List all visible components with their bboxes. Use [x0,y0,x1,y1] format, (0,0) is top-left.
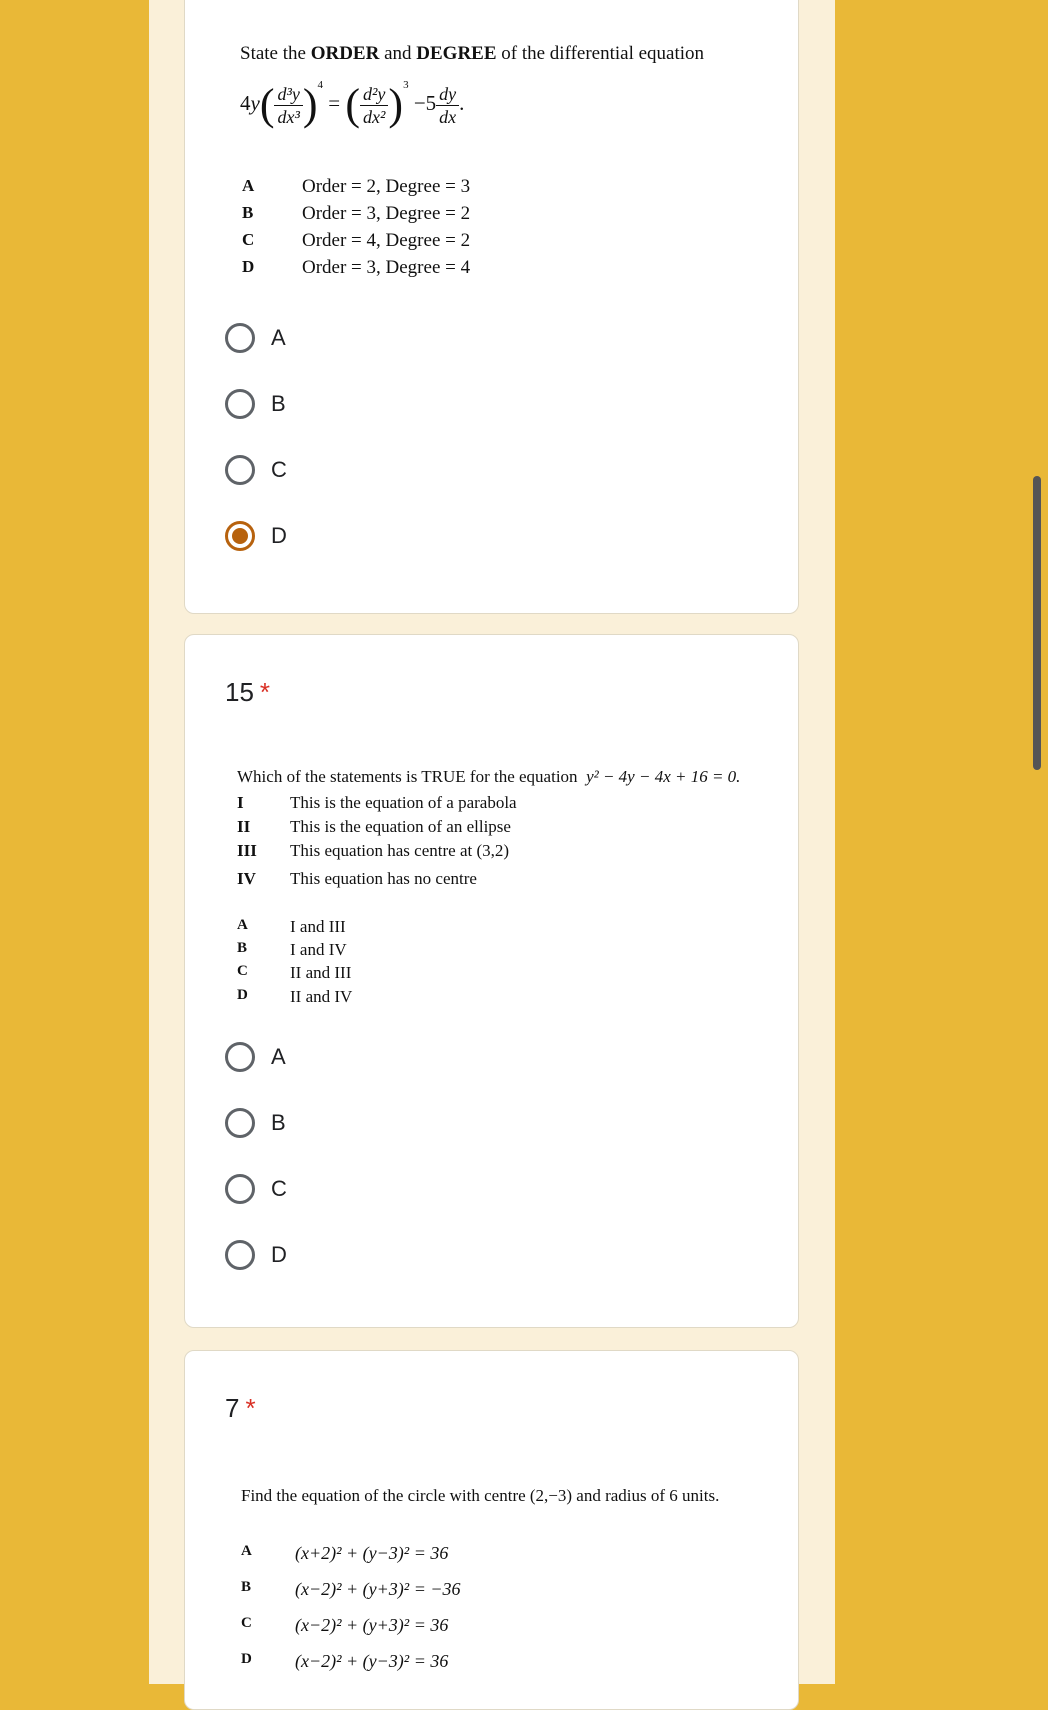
radio-choice-d[interactable] [225,1235,287,1275]
question-number: 15 * [225,677,271,707]
required-asterisk: * [259,677,271,707]
radio-button-selected[interactable] [225,521,255,551]
question-number: 7 * [225,1393,256,1423]
required-asterisk: * [245,1393,256,1423]
radio-choice-a[interactable] [225,1037,286,1077]
choice-label: D [271,523,287,548]
choice-label: C [271,457,287,482]
page-scrollbar[interactable] [1033,476,1041,770]
radio-choice-d[interactable] [225,516,287,556]
form-column [149,0,835,1684]
question-stem: Which of the statements is TRUE for the equation y² − 4y − 4x + 16 = 0. [237,767,741,786]
radio-button[interactable] [225,1042,255,1072]
choice-label: B [271,1110,286,1135]
question-card-15: 15 * Which of the statements is TRUE for the equation y² − 4y − 4x + 16 = 0. I This is the equation of a parabola II This is the equation of an ellipse III This equation has centre at (3,2) IV This equation has no centre A I and III B I and IV C II and III D II and IV A B C D [184,634,799,1328]
question-card-order-degree: State the ORDER and DEGREE of the differential equation 4y( $\frac{\text{d³y}}{\text{dx³}}$ )$^4$ = ( $\frac{\text{d²y}}{\text{dx²}}$ )$^3$ −5 $\frac{dy}{dx}$ . A Order = 2, Degree = 3 B Order = 3, Degree = 2 C Order = 4, Degree = 2 D Order = 3, Degree = 4 A B C D [184,0,799,614]
radio-choice-c[interactable] [225,450,287,490]
radio-button[interactable] [225,1108,255,1138]
choice-label: C [271,1176,287,1201]
radio-button[interactable] [225,1174,255,1204]
question-card-7: 7 * Find the equation of the circle with centre (2,−3) and radius of 6 units. A (x+2)² + (y−3)² = 36 B (x−2)² + (y+3)² = −36 C (x−2)² + (y+3)² = 36 D (x−2)² + (y−3)² = 36 [184,1350,799,1710]
radio-button[interactable] [225,1240,255,1270]
differential-equation: 4y( $\frac{\text{d³y}}{\text{dx³}}$ )$^4$ = ( $\frac{\text{d²y}}{\text{dx²}}$ )$^3$ −5 $\frac{dy}{dx}$ . [240,79,465,130]
choice-label: D [271,1242,287,1267]
radio-choice-a[interactable] [225,318,286,358]
radio-choice-b[interactable] [225,1103,286,1143]
choice-label: A [271,1044,286,1069]
question-stem: Find the equation of the circle with centre (2,−3) and radius of 6 units. [241,1486,720,1505]
radio-choice-b[interactable] [225,384,286,424]
choice-label: B [271,391,286,416]
radio-button[interactable] [225,389,255,419]
radio-button[interactable] [225,455,255,485]
radio-choice-c[interactable] [225,1169,287,1209]
question-stem: State the ORDER and DEGREE of the differential equation [240,43,705,64]
radio-button[interactable] [225,323,255,353]
choice-label: A [271,325,286,350]
